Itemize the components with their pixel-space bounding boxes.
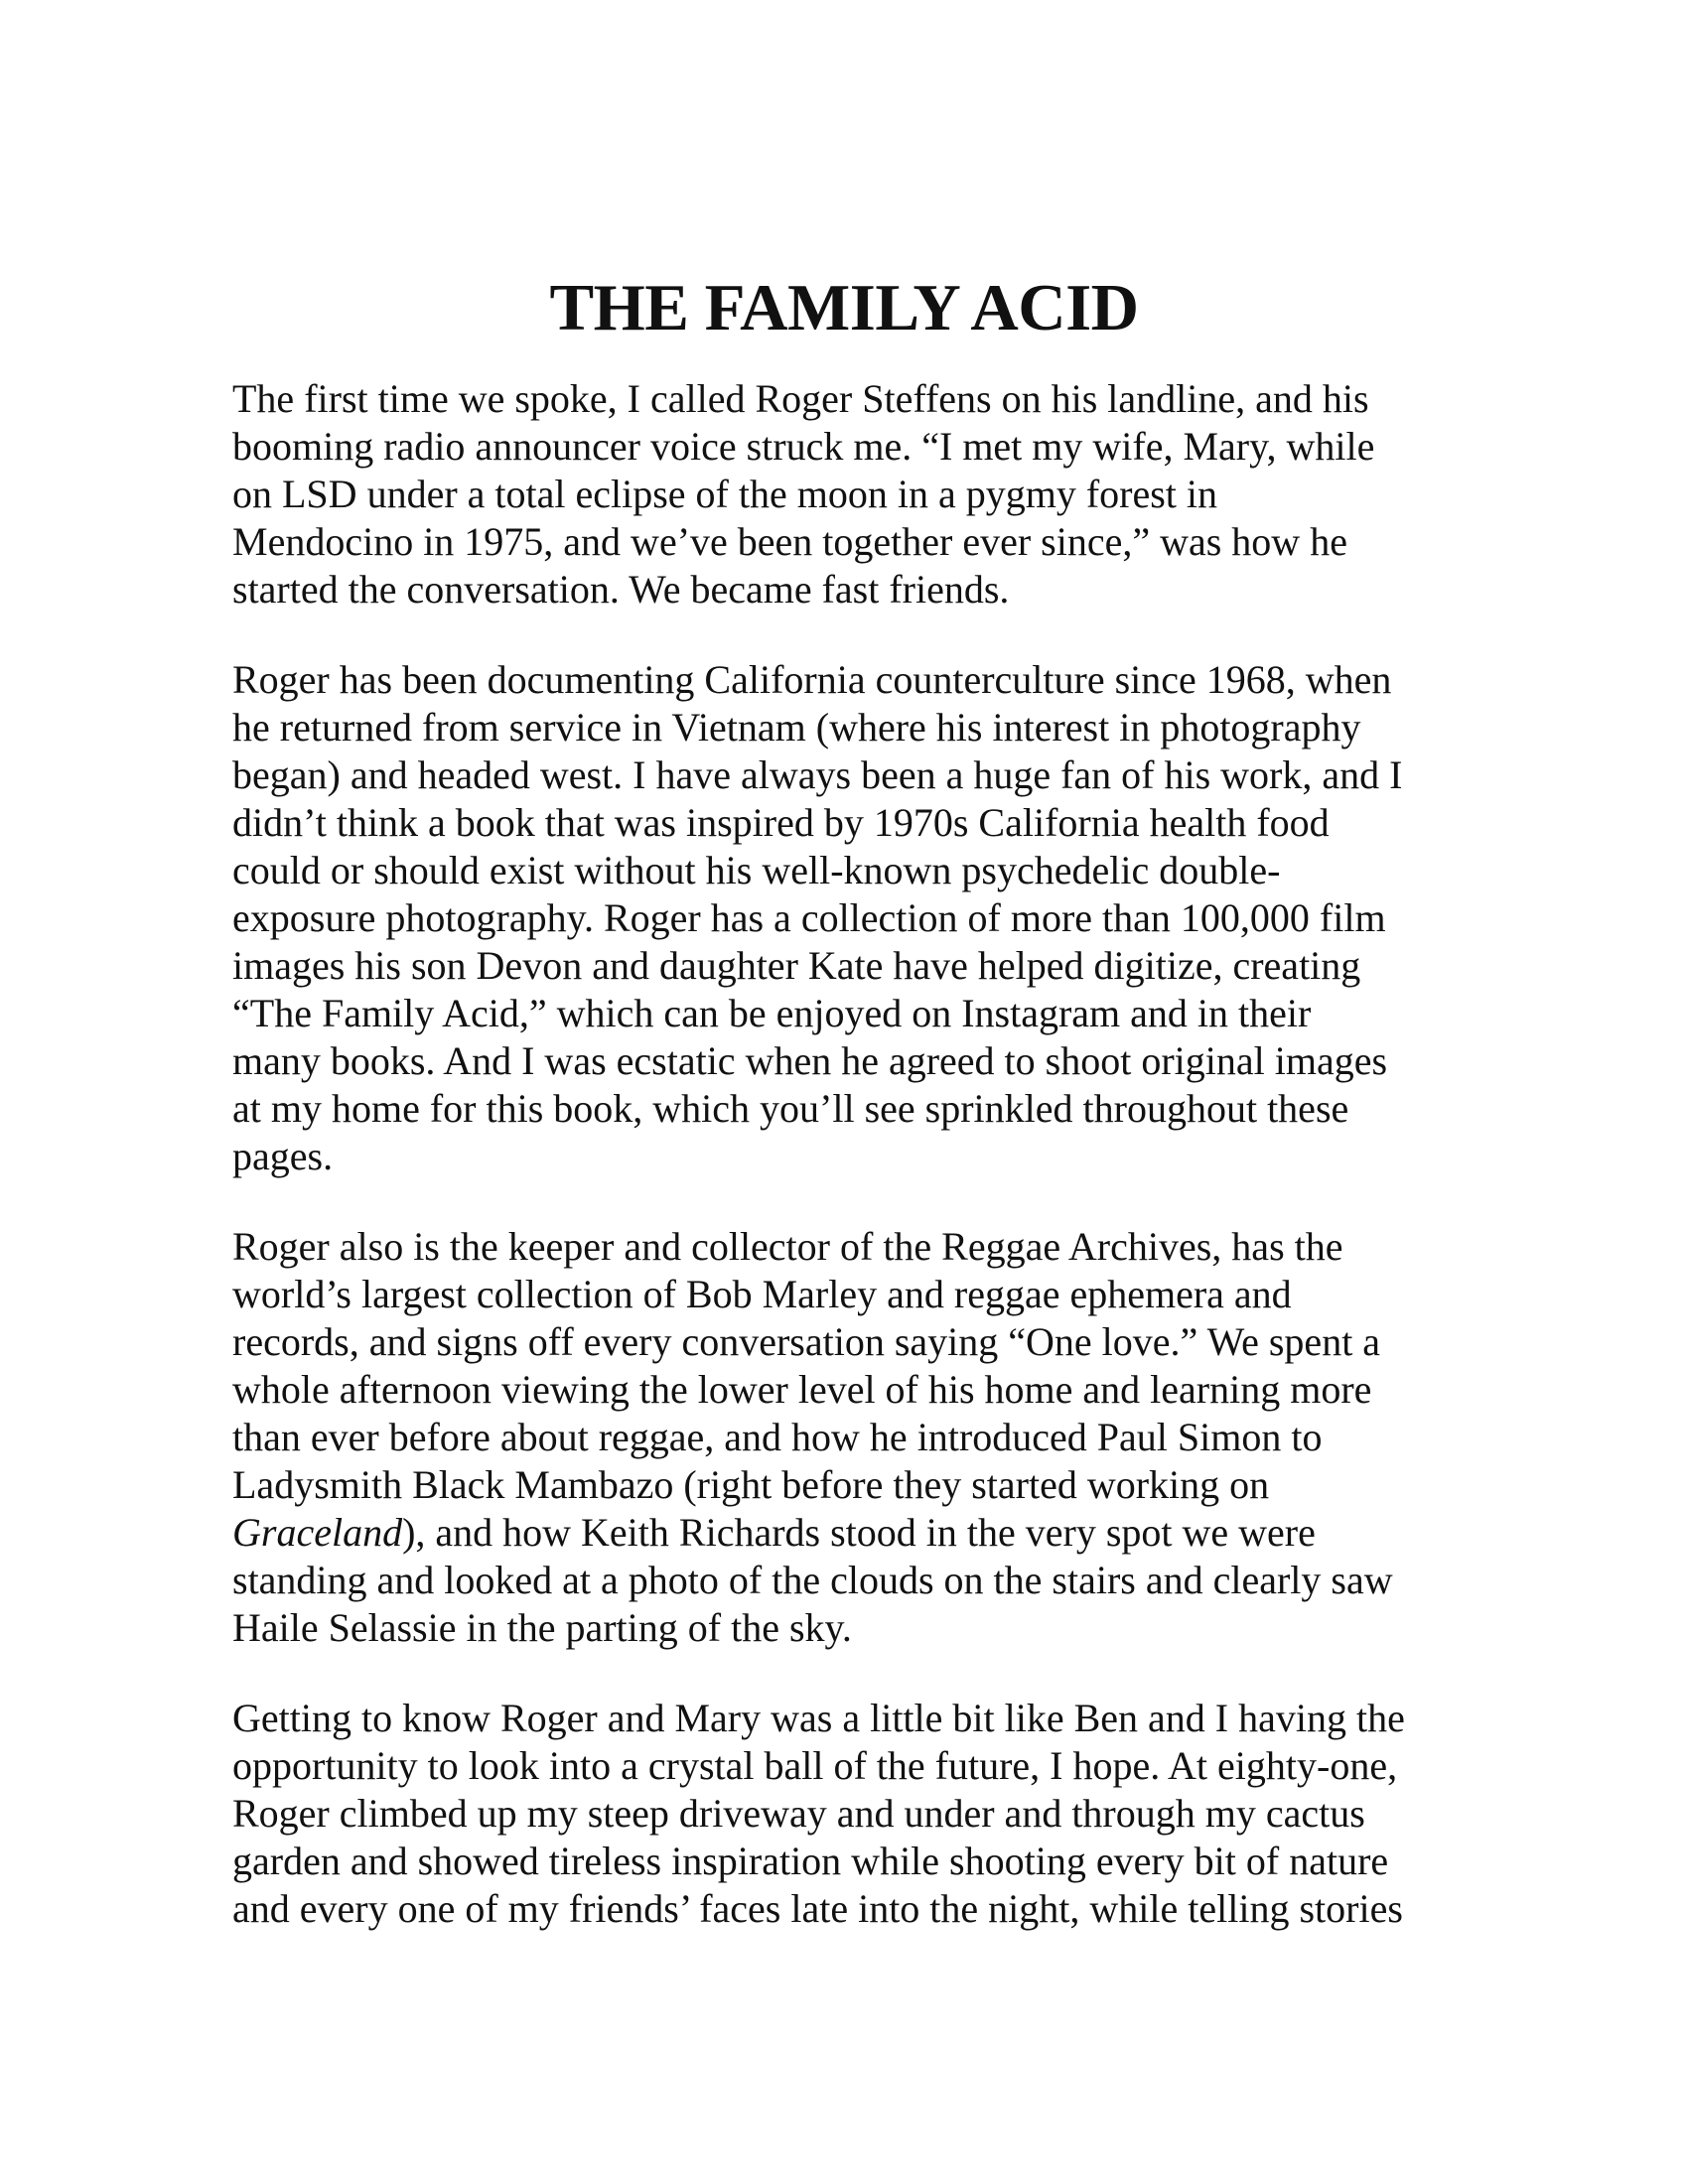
paragraph-3 [232, 1223, 1483, 1652]
text-line: records, and signs off every conversation saying “One love.” We spent a [232, 1319, 1381, 1364]
paragraph-4 [232, 1695, 1483, 1933]
text-line: Ladysmith Black Mambazo (right before they started working on [232, 1462, 1270, 1507]
text-line: didn’t think a book that was inspired by 1970s California health food [232, 800, 1330, 845]
paragraph-1 [232, 375, 1483, 614]
text-line: Roger climbed up my steep driveway and under and through my cactus [232, 1791, 1365, 1836]
text-line: Mendocino in 1975, and we’ve been together ever since,” was how he [232, 519, 1347, 564]
text-line: he returned from service in Vietnam (where his interest in photography [232, 705, 1361, 750]
text-line-rest: ), and how Keith Richards stood in the very spot we were [402, 1510, 1316, 1555]
text-line: pages. [232, 1134, 334, 1178]
page-title: THE FAMILY ACID [549, 271, 1139, 344]
text-line: on LSD under a total eclipse of the moon in a pygmy forest in [232, 472, 1218, 516]
text-line: Roger has been documenting California counterculture since 1968, when [232, 657, 1392, 702]
text-line: whole afternoon viewing the lower level of his home and learning more [232, 1367, 1372, 1412]
text-line: Roger also is the keeper and collector of the Reggae Archives, has the [232, 1224, 1343, 1269]
text-line: many books. And I was ecstatic when he agreed to shoot original images [232, 1038, 1388, 1083]
italic-title: Graceland [232, 1510, 403, 1555]
text-line: started the conversation. We became fast friends. [232, 567, 1010, 612]
text-line: garden and showed tireless inspiration while shooting every bit of nature [232, 1839, 1389, 1883]
paragraph-2 [232, 656, 1483, 1180]
text-line: Haile Selassie in the parting of the sky. [232, 1605, 852, 1650]
text-line: opportunity to look into a crystal ball of the future, I hope. At eighty-one, [232, 1743, 1398, 1788]
text-line: at my home for this book, which you’ll see sprinkled throughout these [232, 1086, 1349, 1131]
text-line [232, 1509, 1483, 1557]
text-line: exposure photography. Roger has a collection of more than 100,000 film [232, 895, 1386, 940]
text-line: and every one of my friends’ faces late into the night, while telling stories [232, 1886, 1403, 1931]
text-line: images his son Devon and daughter Kate have helped digitize, creating [232, 943, 1361, 988]
text-line: The first time we spoke, I called Roger Steffens on his landline, and his [232, 376, 1369, 421]
text-line: than ever before about reggae, and how he introduced Paul Simon to [232, 1415, 1323, 1459]
text-line: booming radio announcer voice struck me. “I met my wife, Mary, while [232, 424, 1375, 469]
text-line: world’s largest collection of Bob Marley and reggae ephemera and [232, 1272, 1292, 1316]
text-line: standing and looked at a photo of the clouds on the stairs and clearly saw [232, 1558, 1393, 1602]
text-line: could or should exist without his well-known psychedelic double- [232, 848, 1281, 892]
text-line: began) and headed west. I have always been a huge fan of his work, and I [232, 752, 1403, 797]
text-line: “The Family Acid,” which can be enjoyed on Instagram and in their [232, 991, 1312, 1035]
body-text [232, 375, 1483, 1976]
text-line: Getting to know Roger and Mary was a little bit like Ben and I having the [232, 1696, 1405, 1740]
